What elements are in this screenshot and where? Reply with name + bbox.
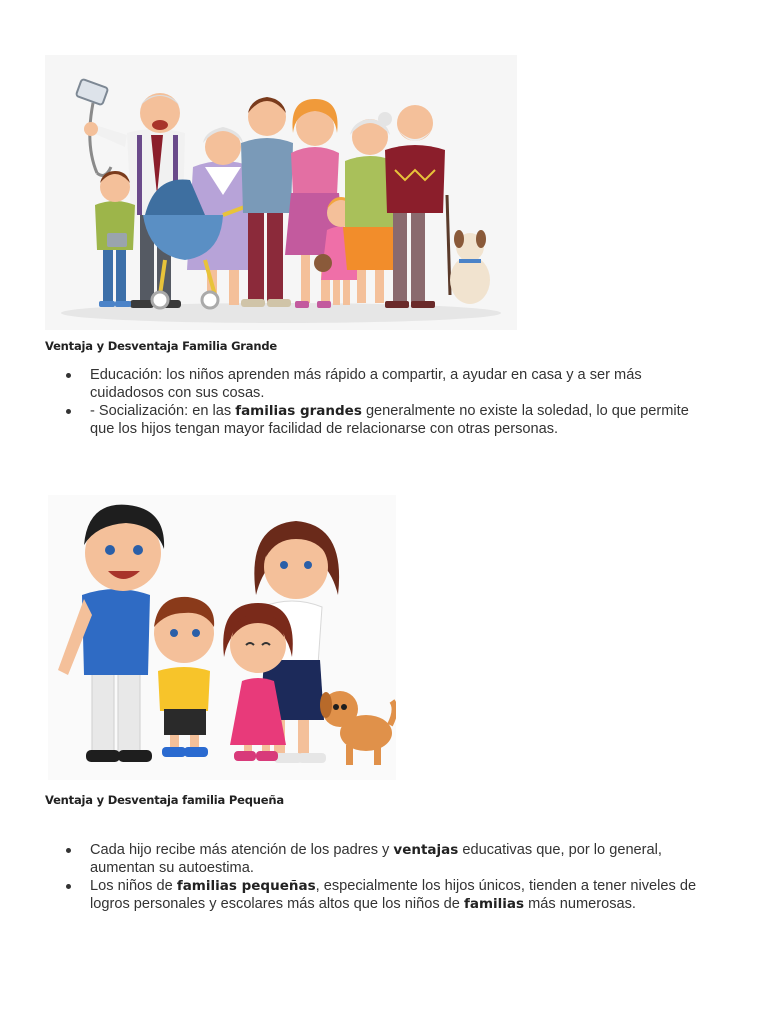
bullet-icon (66, 373, 71, 378)
list-item (62, 878, 712, 913)
small-family-heading: Ventaja y Desventaja familia Pequeña (45, 793, 284, 807)
list-item-text-mid: , especialmente los hijos únicos, tienden a tener niveles de logros personales y escolares más altos que los niños de (90, 878, 697, 912)
list-item (62, 842, 712, 877)
list-item-text-post: generalmente no existe la soledad, lo que permite que los hijos tengan mayor facilidad de relacionarse con otras personas. (90, 403, 689, 437)
list-item-text: Educación: los niños aprenden más rápido a compartir, a ayudar en casa y a ser más cuidadosos con sus cosas. (90, 367, 642, 401)
bullet-icon (66, 884, 71, 889)
list-item (62, 403, 712, 438)
list-item-bold-text: ventajas (393, 842, 459, 858)
list-item-text-post: más numerosas. (524, 895, 636, 912)
bullet-icon (66, 848, 71, 853)
list-item (62, 367, 712, 402)
large-family-list (62, 367, 712, 439)
list-item-bold-text: familias pequeñas (176, 878, 316, 894)
small-family-list (62, 842, 712, 914)
bullet-icon (66, 409, 71, 414)
large-family-heading: Ventaja y Desventaja Familia Grande (45, 339, 277, 353)
list-item-text-pre: - Socialización: en las (90, 403, 236, 419)
list-item-text-pre: Los niños de (90, 878, 177, 894)
list-item-bold-text-2: familias (463, 895, 525, 912)
large-family-illustration (45, 55, 517, 330)
list-item-text-pre: Cada hijo recibe más atención de los padres y (90, 842, 394, 858)
small-family-illustration (48, 495, 396, 780)
dog-figure (450, 230, 490, 304)
list-item-text-post: educativas que, por lo general, aumentan su autoestima. (90, 842, 662, 876)
list-item-bold-text: familias grandes (235, 403, 362, 419)
